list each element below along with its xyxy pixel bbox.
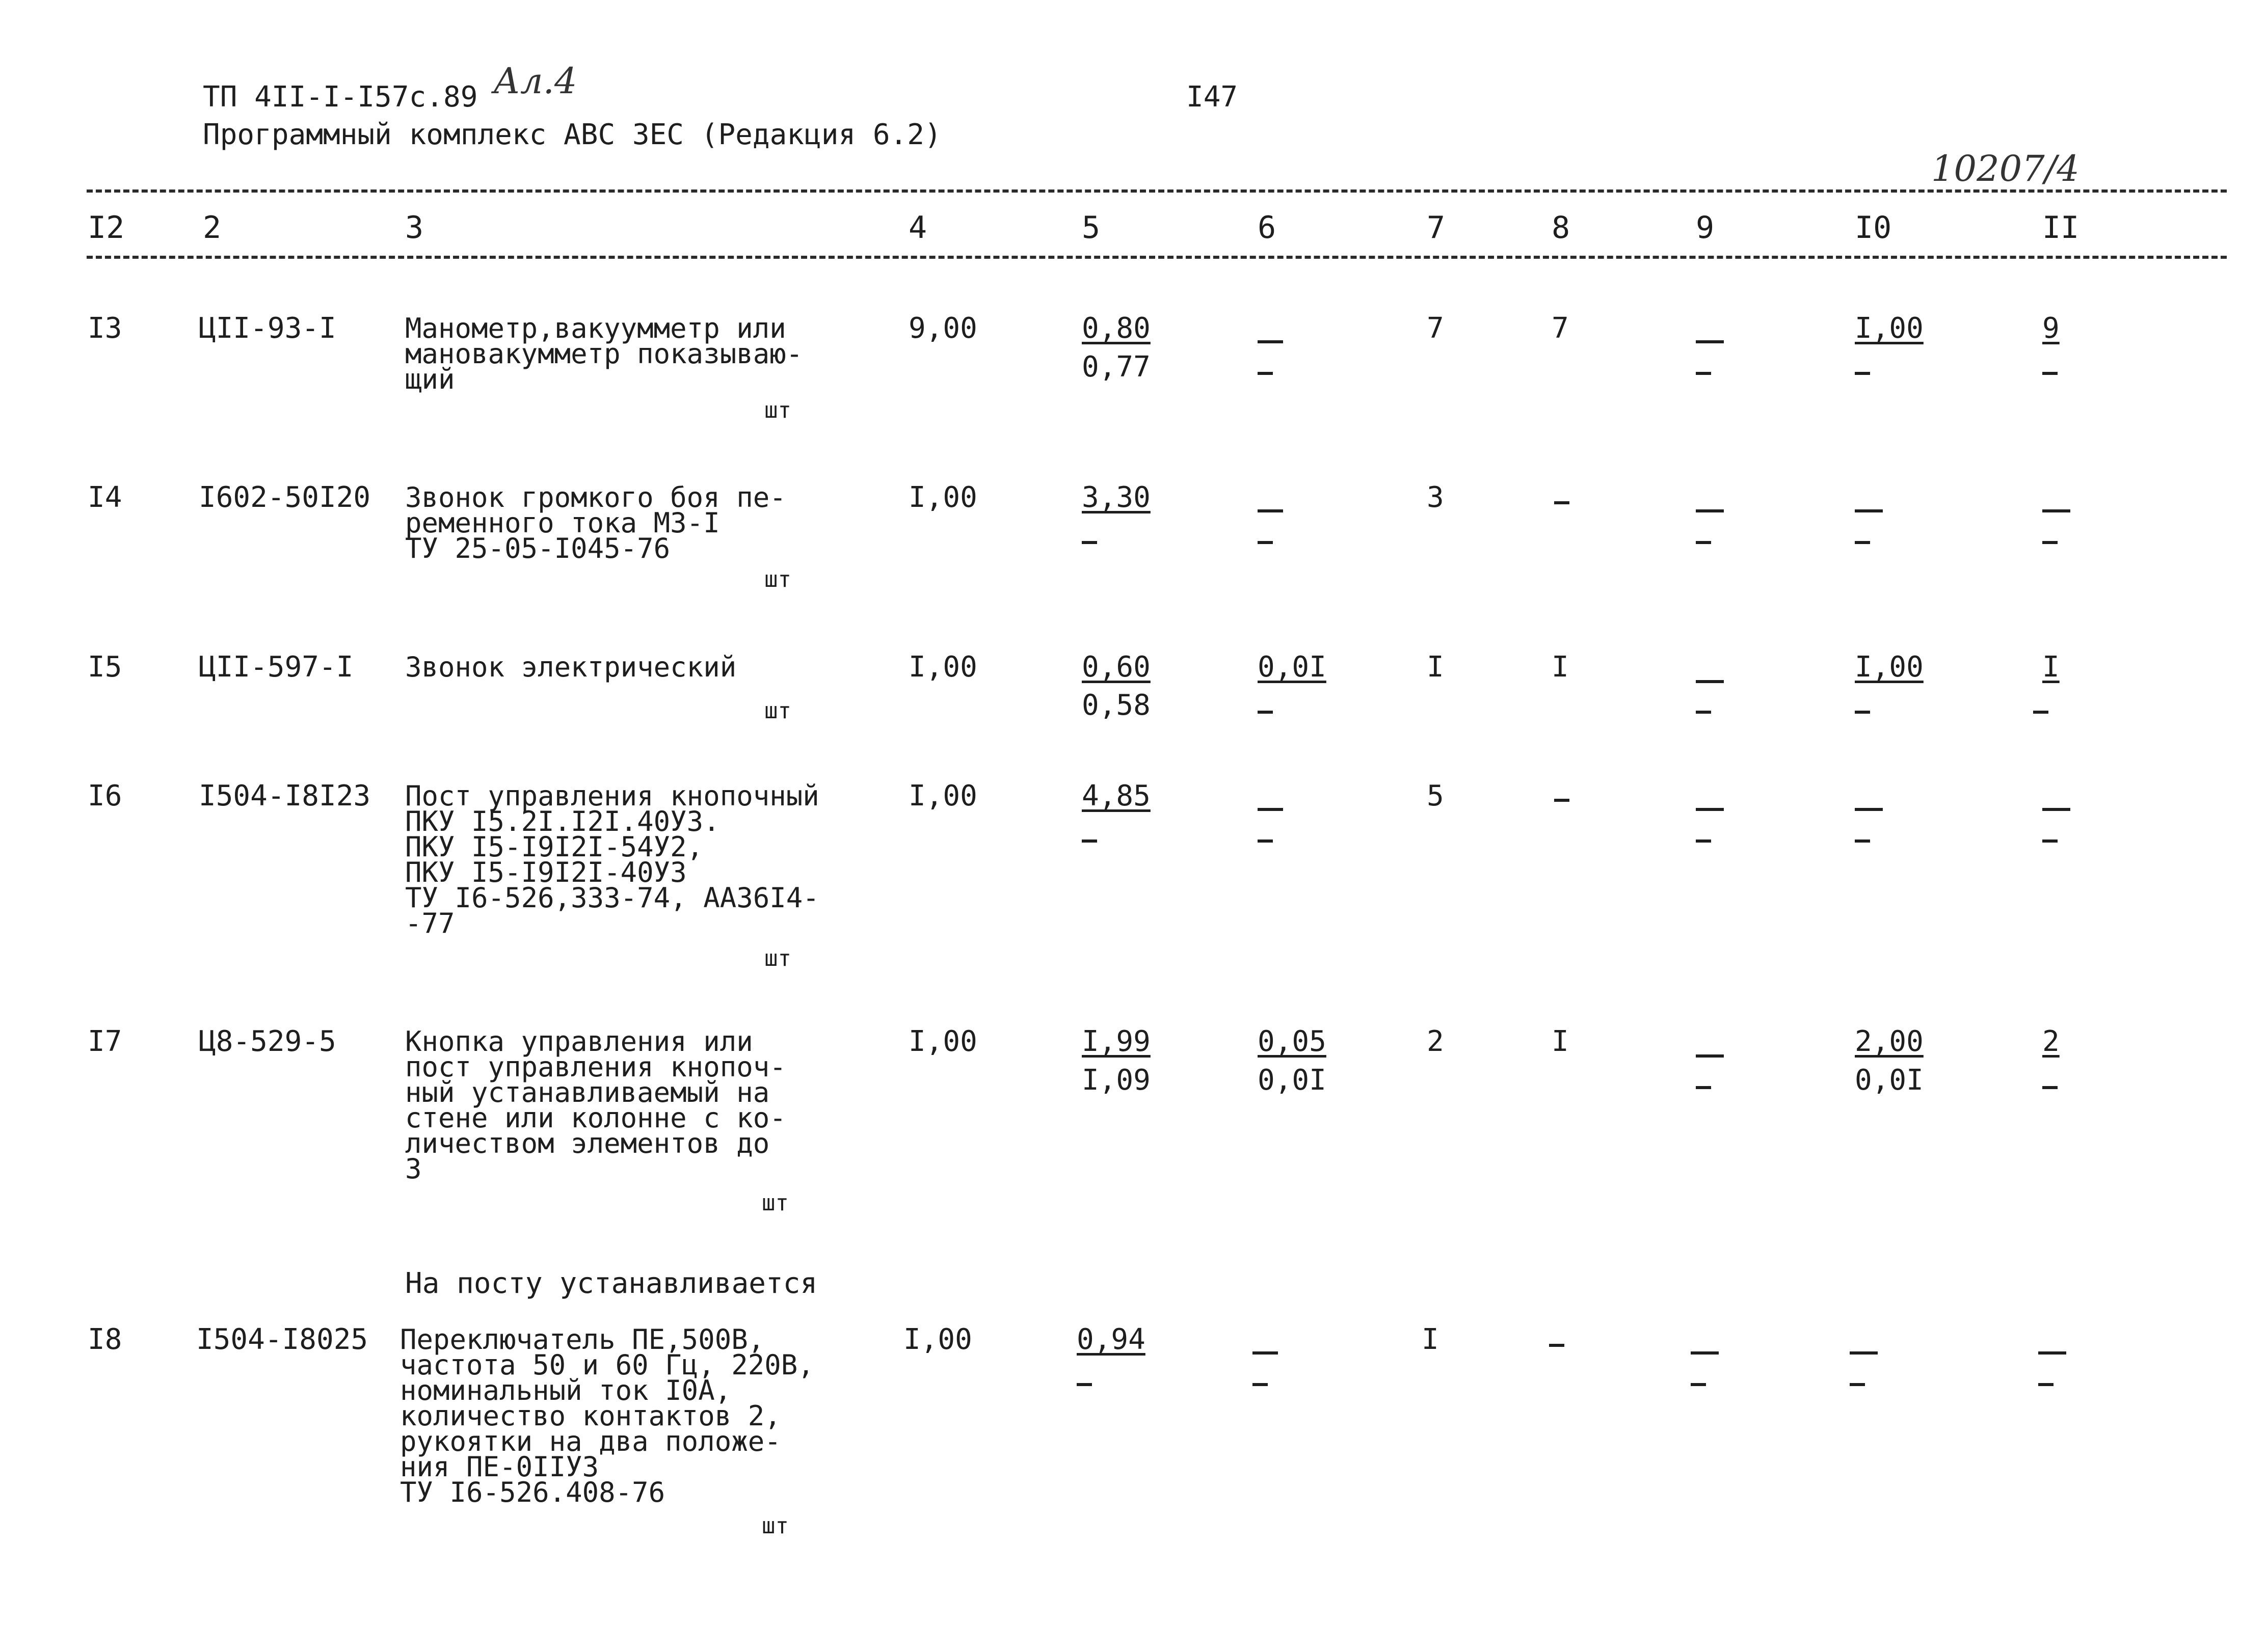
col8-dash [1554,501,1569,504]
row-description-line: рукоятки на два положе- [400,1425,781,1457]
col-header-5: 5 [1082,210,1101,246]
row-quantity: 9,00 [909,312,977,345]
col-header-2: 2 [203,210,222,246]
col8-value: I [1552,651,1569,684]
row-quantity: I,00 [903,1323,972,1356]
col6-denominator-dash [1258,839,1273,843]
row-description-line: Пост управления кнопочный [405,780,819,812]
col6-numerator-dash [1258,340,1283,343]
row-description-line: Звонок электрический [405,651,737,683]
row-number: I4 [88,481,122,514]
row-number: I6 [88,779,122,813]
program-title: Программный комплекс АВС 3ЕС (Редакция 6.2) [203,118,942,151]
row-unit: шт [762,1190,789,1216]
col11-denominator-dash [2042,1086,2058,1089]
col8-value: 7 [1552,312,1569,345]
col5-numerator: 0,94 [1077,1323,1145,1356]
col-header-6: 6 [1258,210,1276,246]
row-description-line: 3 [405,1153,422,1185]
col6-numerator-dash [1252,1351,1278,1355]
row-unit: шт [764,397,791,423]
col9-numerator-dash [1696,1054,1724,1058]
header-top-rule [87,189,2227,193]
col6-numerator: 0,0I [1258,651,1326,684]
col11-numerator: I [2042,651,2060,684]
col10-denominator-dash [1855,839,1870,843]
row-description-line: Кнопка управления или [405,1025,753,1058]
col7-value: 5 [1427,779,1444,813]
row-description-line: ПКУ I5-I9I2I-54У2, [405,831,704,863]
col9-numerator-dash [1691,1351,1719,1355]
col9-numerator-dash [1696,808,1724,811]
col5-numerator: 0,60 [1082,651,1151,684]
col5-denominator: I,09 [1082,1064,1151,1097]
row-quantity: I,00 [909,481,977,514]
col7-value: 7 [1427,312,1444,345]
col10-numerator-dash [1855,509,1883,512]
row-description-line: ПКУ I5-I9I2I-40У3 [405,856,687,888]
col11-numerator: 2 [2042,1025,2060,1058]
col5-denominator: 0,77 [1082,350,1151,384]
col10-denominator-dash [1855,372,1870,375]
col8-dash [1554,799,1569,802]
col9-numerator-dash [1696,680,1724,683]
col10-numerator-dash [1855,808,1883,811]
row-description-line: частота 50 и 60 Гц, 220В, [400,1349,814,1381]
col5-numerator: 3,30 [1082,481,1151,514]
col-header-1: I2 [88,210,125,246]
row-unit: шт [764,945,791,971]
row-description-line: щий [405,363,455,395]
col10-numerator: I,00 [1855,312,1924,345]
col10-numerator-dash [1850,1351,1878,1355]
col6-numerator-dash [1258,808,1283,811]
col11-numerator: 9 [2042,312,2060,345]
row-description-line: ПКУ I5.2I.I2I.40У3. [405,805,720,837]
col11-denominator-dash [2042,839,2058,843]
row-description-line: ременного тока М3-I [405,507,720,539]
row-description-line: ТУ 25-05-I045-76 [405,532,671,564]
col5-denominator-dash [1082,839,1097,843]
row-unit: шт [762,1513,789,1539]
col7-value: I [1427,651,1444,684]
row-unit: шт [764,566,791,592]
col5-denominator-dash [1077,1383,1092,1386]
col6-numerator-dash [1258,509,1283,512]
row-description-line: ния ПЕ-0IIУ3 [400,1451,599,1483]
col9-numerator-dash [1696,340,1724,343]
row-description-line: -77 [405,907,455,939]
col7-value: I [1422,1323,1439,1356]
row-code: I602-50I20 [199,481,371,514]
row-quantity: I,00 [909,1025,977,1058]
col-header-9: 9 [1696,210,1715,246]
col9-denominator-dash [1696,1086,1711,1089]
col6-denominator-dash [1258,372,1273,375]
header-bottom-rule [87,256,2227,259]
col7-value: 3 [1427,481,1444,514]
col5-numerator: I,99 [1082,1025,1151,1058]
row-code: ЦII-93-I [199,312,336,345]
col6-denominator-dash [1258,711,1273,714]
col-header-3: 3 [405,210,424,246]
col8-value: I [1552,1025,1569,1058]
row-quantity: I,00 [909,651,977,684]
col11-denominator-dash [2042,541,2058,544]
col11-numerator-dash [2042,509,2070,512]
row-description-line: количество контактов 2, [400,1400,781,1432]
row-number: I5 [88,651,122,684]
row-description-line: пост управления кнопоч- [405,1051,786,1083]
col6-denominator-dash [1258,541,1273,544]
col9-denominator-dash [1696,711,1711,714]
row-description-line: Манометр,вакуумметр или [405,312,786,344]
col8-dash [1549,1344,1564,1347]
col9-numerator-dash [1696,509,1724,512]
page-number: I47 [1186,80,1238,114]
col-header-11: II [2042,210,2079,246]
col9-denominator-dash [1691,1383,1706,1386]
col11-numerator-dash [2038,1351,2066,1355]
handwritten-sheet-mark: Ал.4 [493,60,577,102]
col5-denominator-dash [1082,541,1097,544]
col10-numerator: I,00 [1855,651,1924,684]
row-number: I8 [88,1323,122,1356]
col5-numerator: 0,80 [1082,312,1151,345]
col11-numerator-dash [2042,808,2070,811]
document-code: ТП 4II-I-I57c.89 [203,80,478,114]
col6-denominator: 0,0I [1258,1064,1326,1097]
col10-denominator-dash [1855,711,1870,714]
col10-denominator-dash [1850,1383,1865,1386]
col9-denominator-dash [1696,839,1711,843]
row-code: I504-I8025 [196,1323,368,1356]
col-header-8: 8 [1552,210,1570,246]
col11-denominator-dash [2033,711,2048,714]
row-number: I7 [88,1025,122,1058]
row-description-line: ный устанавливаемый на [405,1076,770,1108]
row-description-line: личеством элементов до [405,1127,770,1159]
row-quantity: I,00 [909,779,977,813]
row-description-line: ТУ I6-526,333-74, АА36I4- [405,882,819,914]
col6-numerator: 0,05 [1258,1025,1326,1058]
col-header-7: 7 [1427,210,1446,246]
col10-denominator: 0,0I [1855,1064,1924,1097]
row-description-line: ТУ I6-526.408-76 [400,1476,665,1508]
row-unit: шт [764,698,791,724]
col9-denominator-dash [1696,541,1711,544]
col9-denominator-dash [1696,372,1711,375]
col-header-4: 4 [909,210,927,246]
row-description-line: Звонок громкого боя пе- [405,481,786,513]
col11-denominator-dash [2038,1383,2053,1386]
row-preface: На посту устанавливается [405,1267,818,1300]
col6-denominator-dash [1252,1383,1268,1386]
row-number: I3 [88,312,122,345]
col10-denominator-dash [1855,541,1870,544]
col10-numerator: 2,00 [1855,1025,1924,1058]
row-description-line: Переключатель ПЕ,500В, [400,1323,765,1356]
col11-denominator-dash [2042,372,2058,375]
col7-value: 2 [1427,1025,1444,1058]
row-description-line: номинальный ток I0А, [400,1374,732,1406]
row-description-line: мановакумметр показываю- [405,338,803,370]
row-code: Ц8-529-5 [199,1025,336,1058]
handwritten-reference: 10207/4 [1931,148,2079,189]
row-code: ЦII-597-I [199,651,354,684]
col5-denominator: 0,58 [1082,689,1151,722]
col5-numerator: 4,85 [1082,779,1151,813]
col-header-10: I0 [1855,210,1892,246]
row-description-line: стене или колонне с ко- [405,1102,786,1134]
row-code: I504-I8I23 [199,779,371,813]
